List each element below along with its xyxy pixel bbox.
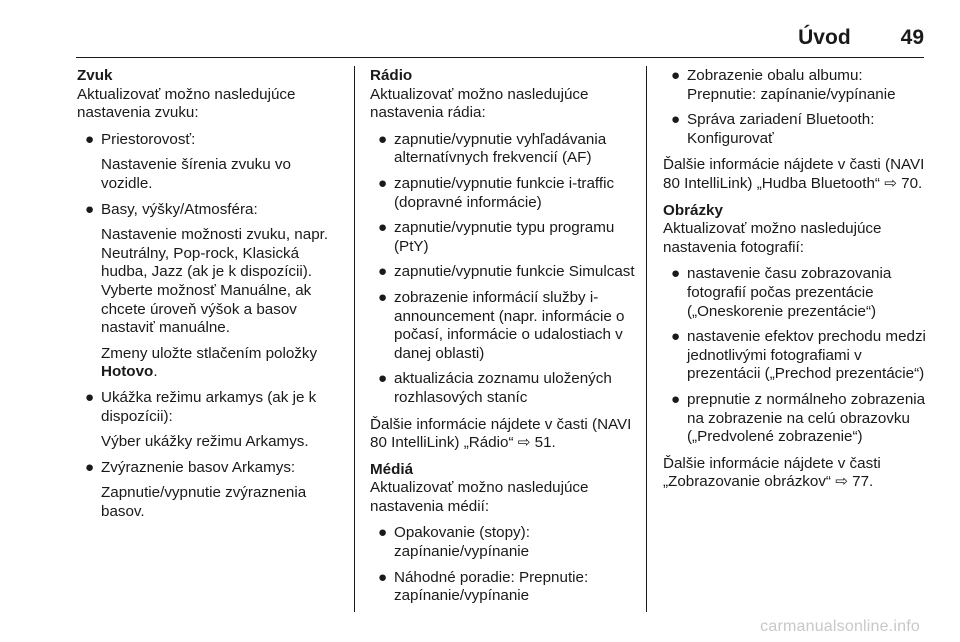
bullet-icon: ●	[671, 265, 681, 283]
list-item: ● zobrazenie informácií služby i-announcement (napr. informácie o počasí, informácie o udalostiach v danej oblasti)	[378, 288, 625, 362]
column-2	[370, 67, 636, 614]
list-item: ● Basy, výšky/Atmosféra: Nastavenie možnosti zvuku, napr. Neutrálny, Pop-rock, Klasická hudba, Jazz (ak je k dispozícii). Vyberte možnosť Manuálne, ak chcete úroveň výšok a basov nastaviť manuálne. Zmeny uložte stlačením položky Hotovo.	[85, 200, 329, 381]
list-zvuk	[77, 131, 343, 522]
bullet-icon: ●	[85, 458, 95, 476]
list-item: ● nastavenie času zobrazovania fotografií počas prezentácie („Oneskorenie prezentácie“)	[671, 265, 892, 320]
column-divider-1	[354, 66, 355, 612]
heading-radio: Rádio	[370, 67, 413, 84]
list-media	[370, 524, 636, 605]
list-item: ● Zvýraznenie basov Arkamys: Zapnutie/vypnutie zvýraznenia basov.	[85, 458, 307, 520]
list-media-continued	[663, 67, 929, 148]
list-item: ● nastavenie efektov prechodu medzi jednotlivými fotografiami v prezentácii („Prechod prezentácie“)	[671, 328, 926, 383]
bullet-icon: ●	[378, 130, 388, 148]
heading-zvuk: Zvuk	[77, 67, 113, 84]
list-item: ● Zobrazenie obalu albumu: Prepnutie: zapínanie/vypínanie	[671, 67, 896, 103]
header-divider	[76, 57, 924, 58]
more-info-bluetooth: Ďalšie informácie nájdete v časti (NAVI 80 IntelliLink) „Hudba Bluetooth“ ⇨ 70.	[663, 156, 925, 192]
bullet-icon: ●	[671, 328, 681, 346]
watermark: carmanualsonline.info	[760, 618, 920, 635]
list-item: ● zapnutie/vypnutie funkcie Simulcast	[378, 263, 635, 281]
list-obrazky	[663, 265, 929, 446]
intro-media: Aktualizovať možno nasledujúce nastavenia médií:	[370, 479, 589, 515]
list-item: ● Ukážka režimu arkamys (ak je k dispozícii): Výber ukážky režimu Arkamys.	[85, 388, 317, 451]
bullet-icon: ●	[378, 288, 388, 306]
list-item: ● Správa zariadení Bluetooth: Konfigurovať	[671, 111, 875, 147]
bullet-icon: ●	[671, 111, 681, 129]
list-item: ● Náhodné poradie: Prepnutie: zapínanie/vypínanie	[378, 568, 589, 605]
column-1	[77, 67, 343, 529]
heading-obrazky: Obrázky	[663, 201, 723, 219]
list-item: ● zapnutie/vypnutie typu programu (PtY)	[378, 219, 615, 255]
hotovo-label: Hotovo	[101, 363, 154, 381]
list-item: ● Priestorovosť: Nastavenie šírenia zvuku vo vozidle.	[85, 130, 291, 192]
bullet-icon: ●	[85, 130, 95, 148]
list-item: ● zapnutie/vypnutie vyhľadávania alternatívnych frekvencií (AF)	[378, 130, 607, 167]
bullet-icon: ●	[378, 263, 388, 281]
heading-media: Médiá	[370, 460, 414, 478]
section-title: Úvod	[798, 26, 851, 49]
bullet-icon: ●	[378, 219, 388, 237]
bullet-icon: ●	[671, 67, 681, 84]
list-item: ● zapnutie/vypnutie funkcie i-traffic (dopravné informácie)	[378, 174, 615, 211]
bullet-icon: ●	[378, 524, 388, 542]
more-info-obrazky: Ďalšie informácie nájdete v časti „Zobrazovanie obrázkov“ ⇨ 77.	[663, 454, 881, 491]
intro-obrazky: Aktualizovať možno nasledujúce nastavenia fotografií:	[663, 220, 882, 256]
more-info-radio: Ďalšie informácie nájdete v časti (NAVI 80 IntelliLink) „Rádio“ ⇨ 51.	[370, 415, 632, 452]
list-item: ● prepnutie z normálneho zobrazenia na zobrazenie na celú obrazovku („Predvolené zobrazenie“)	[671, 390, 926, 446]
list-item: ● Opakovanie (stopy): zapínanie/vypínanie	[378, 524, 530, 561]
page-number: 49	[900, 26, 924, 49]
bullet-icon: ●	[671, 390, 681, 408]
bullet-icon: ●	[378, 370, 388, 388]
column-3	[663, 67, 929, 500]
page-header	[0, 26, 924, 50]
bullet-icon: ●	[378, 174, 388, 192]
list-radio	[370, 131, 636, 408]
list-item: ● aktualizácia zoznamu uložených rozhlasových staníc	[378, 370, 612, 406]
intro-zvuk: Aktualizovať možno nasledujúce nastavenia zvuku:	[77, 85, 296, 122]
bullet-icon: ●	[85, 200, 95, 218]
column-divider-2	[646, 66, 647, 612]
intro-radio: Aktualizovať možno nasledujúce nastavenia rádia:	[370, 85, 589, 122]
bullet-icon: ●	[85, 388, 95, 406]
bullet-icon: ●	[378, 568, 388, 586]
